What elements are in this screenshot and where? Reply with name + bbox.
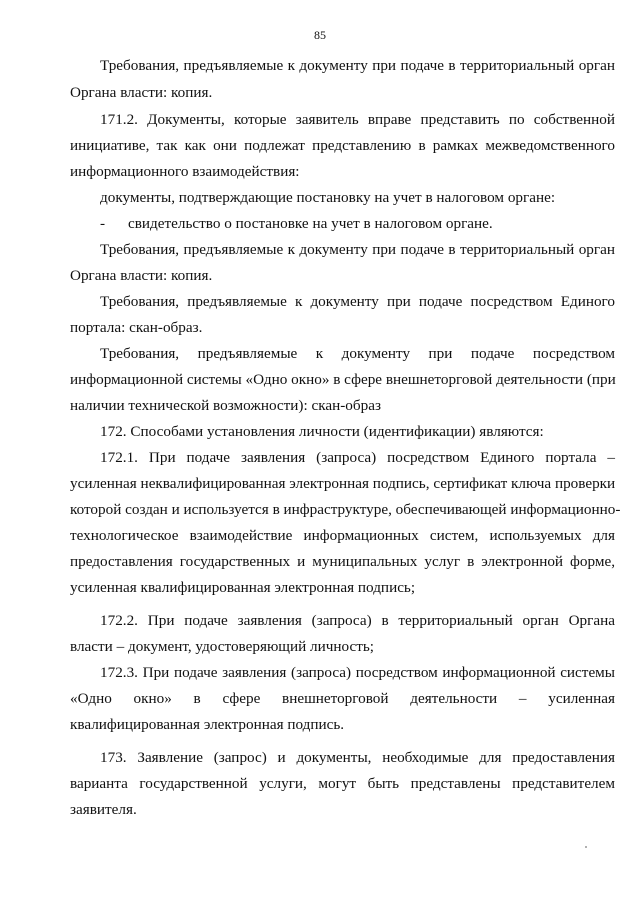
paragraph-line: варианта государственной услуги, могут быть представлены представителем xyxy=(70,775,615,792)
paragraph-line: Требования, предъявляемые к документу при подаче в территориальный орган xyxy=(100,57,615,74)
paragraph-line: которой создан и используется в инфраструктуре, обеспечивающей информационно- xyxy=(70,501,621,518)
paragraph-line: Требования, предъявляемые к документу при подаче в территориальный орган xyxy=(100,241,615,258)
paragraph-line: власти – документ, удостоверяющий личность; xyxy=(70,638,375,655)
paragraph-line: портала: скан-образ. xyxy=(70,319,203,336)
paragraph-line: усиленная неквалифицированная электронная подпись, сертификат ключа проверки xyxy=(70,475,616,492)
paragraph-line: инициативе, так как они подлежат представлению в рамках межведомственного xyxy=(70,137,615,154)
paragraph-line: технологическое взаимодействие информационных систем, используемых для xyxy=(70,527,615,544)
paragraph-line: усиленная квалифицированная электронная подпись; xyxy=(70,579,416,596)
paragraph-line: «Одно окно» в сфере внешнеторговой деятельности – усиленная xyxy=(70,690,615,707)
paragraph-line: наличии технической возможности): скан-образ xyxy=(70,397,381,414)
list-item: свидетельство о постановке на учет в налоговом органе. xyxy=(128,215,493,232)
paragraph-line: информационной системы «Одно окно» в сфере внешнеторговой деятельности (при xyxy=(70,371,616,388)
page-number: 85 xyxy=(314,28,326,42)
paragraph-line: 171.2. Документы, которые заявитель вправе представить по собственной xyxy=(100,111,615,128)
paragraph-line: Органа власти: копия. xyxy=(70,267,213,284)
list-bullet: - xyxy=(100,215,106,232)
paragraph-line: 172.1. При подаче заявления (запроса) посредством Единого портала – xyxy=(100,449,615,466)
paragraph-line: 172.2. При подаче заявления (запроса) в территориальный орган Органа xyxy=(100,612,615,629)
scan-speck xyxy=(585,846,587,848)
paragraph-line: Органа власти: копия. xyxy=(70,84,213,101)
paragraph-line: 172. Способами установления личности (идентификации) являются: xyxy=(100,423,544,440)
paragraph-line: информационного взаимодействия: xyxy=(70,163,300,180)
paragraph-line: 173. Заявление (запрос) и документы, необходимые для предоставления xyxy=(100,749,615,766)
paragraph-line: Требования, предъявляемые к документу при подаче посредством xyxy=(100,345,615,362)
paragraph-line: предоставления государственных и муниципальных услуг в электронной форме, xyxy=(70,553,615,570)
paragraph-line: квалифицированная электронная подпись. xyxy=(70,716,345,733)
paragraph-line: 172.3. При подаче заявления (запроса) посредством информационной системы xyxy=(100,664,615,681)
paragraph-line: Требования, предъявляемые к документу при подаче посредством Единого xyxy=(100,293,615,310)
paragraph-line: документы, подтверждающие постановку на учет в налоговом органе: xyxy=(100,189,556,206)
paragraph-line: заявителя. xyxy=(70,801,137,818)
